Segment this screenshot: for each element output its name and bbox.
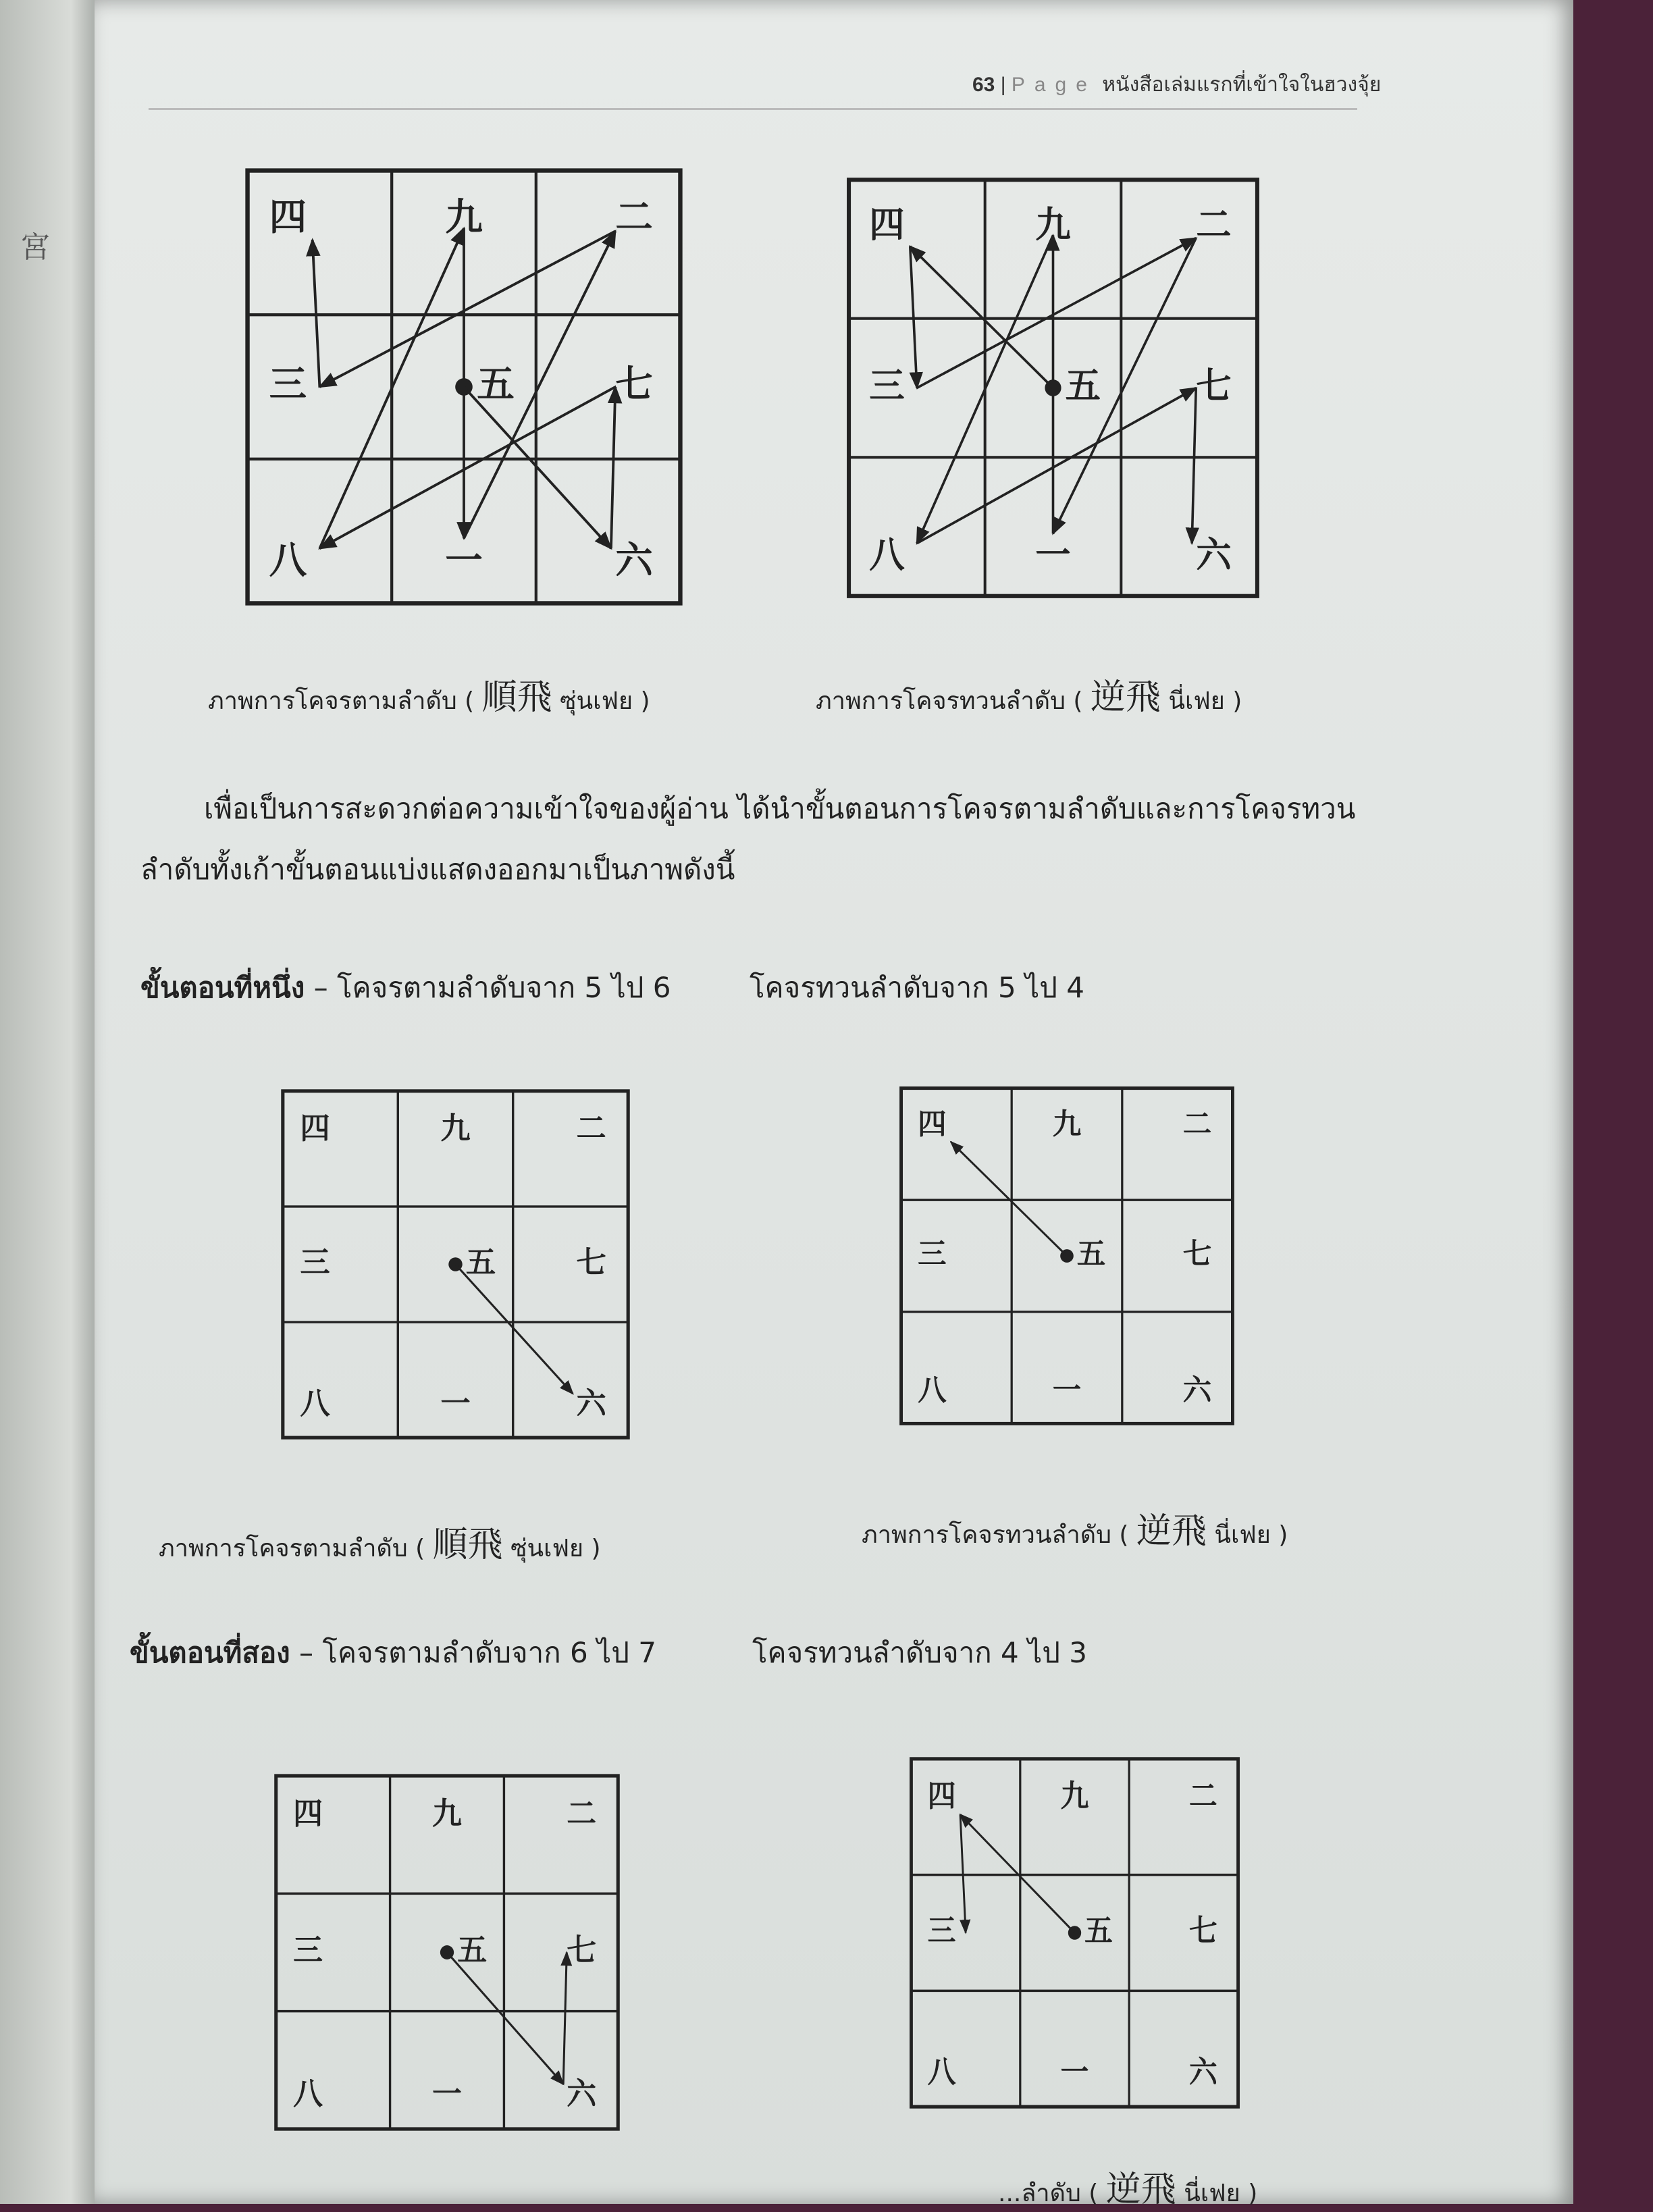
caption-prefix: ภาพการโคจรทวนลำดับ (: [816, 687, 1083, 715]
flight-arrow-6-to-7: [611, 387, 615, 548]
caption-suffix: ซุ่นเฟย ): [560, 687, 650, 715]
palace-label-3: 三: [300, 1245, 330, 1280]
palace-label-3: 三: [869, 365, 905, 407]
flight-arrow-5-to-4: [960, 1814, 1074, 1932]
caption-suffix: ซุ่นเฟย ): [510, 1535, 601, 1562]
flight-arrow-3-to-2: [917, 238, 1196, 388]
palace-label-3: 三: [918, 1237, 947, 1271]
caption-step1-forward: [159, 1516, 601, 1567]
palace-label-1: 一: [1035, 534, 1071, 577]
palace-label-5: 五: [1065, 365, 1101, 407]
caption-reverse-flight: [816, 668, 1242, 720]
palace-label-4: 四: [293, 1795, 323, 1832]
palace-label-2: 二: [567, 1795, 597, 1832]
palace-label-9: 九: [1035, 204, 1071, 246]
caption-prefix: ภาพการโคจรตามลำดับ (: [159, 1535, 425, 1562]
palace-label-8: 八: [869, 534, 905, 577]
caption-cjk: 順飛: [432, 1525, 503, 1565]
palace-label-5: 五: [1076, 1237, 1106, 1271]
flight-arrow-5-to-6: [464, 387, 611, 548]
palace-label-8: 八: [293, 2076, 323, 2112]
palace-label-6: 六: [1188, 2055, 1217, 2090]
palace-label-5: 五: [1084, 1914, 1113, 1949]
palace-label-7: 七: [615, 363, 653, 407]
caption-forward-flight: [208, 668, 650, 720]
caption-suffix: นี่เฟย ): [1214, 1521, 1288, 1549]
step-forward-text: – โคจรตามลำดับจาก 6 ไป 7: [299, 1636, 656, 1669]
page-word: Page: [1011, 74, 1097, 96]
palace-label-4: 四: [927, 1779, 956, 1814]
palace-label-3: 三: [293, 1932, 323, 1968]
palace-label-9: 九: [432, 1795, 462, 1832]
palace-label-6: 六: [1196, 534, 1232, 577]
palace-label-9: 九: [1060, 1779, 1089, 1814]
caption-prefix: ภาพการโคจรทวนลำดับ (: [862, 1521, 1129, 1549]
palace-label-5: 五: [465, 1245, 496, 1280]
diagram-full-forward-flight: [242, 165, 686, 609]
step-2-heading: [130, 1631, 656, 1675]
left-page-fragment: 宮: [20, 230, 50, 265]
palace-label-1: 一: [445, 538, 483, 583]
caption-cjk: 逆飛: [1090, 677, 1161, 718]
palace-label-4: 四: [300, 1111, 330, 1147]
palace-label-4: 四: [269, 195, 307, 240]
palace-label-8: 八: [927, 2055, 956, 2090]
palace-label-6: 六: [567, 2076, 597, 2112]
palace-label-2: 二: [1188, 1779, 1217, 1814]
palace-label-9: 九: [445, 195, 483, 240]
palace-label-1: 一: [1052, 1373, 1082, 1408]
caption-step2-reverse-partial: [998, 2161, 1257, 2212]
palace-label-3: 三: [927, 1914, 956, 1949]
caption-cjk: 逆飛: [1136, 1511, 1207, 1552]
palace-label-2: 二: [1182, 1107, 1212, 1142]
palace-label-8: 八: [300, 1386, 330, 1421]
diagram-step1-reverse: [897, 1084, 1237, 1428]
palace-label-8: 八: [269, 538, 307, 583]
step-2-reverse-text: โคจรทวนลำดับจาก 4 ไป 3: [752, 1636, 1087, 1669]
palace-label-7: 七: [1182, 1237, 1212, 1271]
palace-label-2: 二: [1196, 204, 1232, 246]
paragraph-line-1: เพื่อเป็นการสะดวกต่อความเข้าใจของผู้อ่าน ได้นำขั้นตอนการโคจรตามลำดับและการโคจรทวน: [204, 792, 1356, 825]
palace-label-7: 七: [1188, 1914, 1217, 1949]
flight-arrow-2-to-3: [319, 231, 615, 387]
palace-label-5: 五: [477, 363, 515, 407]
book-title: หนังสือเล่มแรกที่เข้าใจในฮวงจุ้ย: [1102, 74, 1382, 96]
step-1-reverse-text: โคจรทวนลำดับจาก 5 ไป 4: [750, 971, 1084, 1004]
palace-label-7: 七: [567, 1932, 597, 1968]
palace-label-1: 一: [432, 2076, 462, 2112]
step-forward-text: – โคจรตามลำดับจาก 5 ไป 6: [313, 971, 671, 1004]
caption-step1-reverse: [862, 1502, 1288, 1554]
palace-label-1: 一: [1060, 2055, 1089, 2090]
palace-label-6: 六: [615, 538, 653, 583]
running-header: [972, 69, 1381, 101]
palace-label-6: 六: [576, 1386, 606, 1421]
flight-arrow-7-to-8: [319, 387, 615, 548]
diagram-step2-reverse: [907, 1754, 1242, 2111]
header-rule: [149, 108, 1357, 110]
caption-prefix: ...ลำดับ (: [998, 2180, 1099, 2207]
step-title: ขั้นตอนที่หนึ่ง: [140, 971, 305, 1004]
palace-label-4: 四: [869, 204, 905, 246]
diagram-step2-forward: [271, 1771, 623, 2134]
step-title: ขั้นตอนที่สอง: [130, 1636, 290, 1669]
flight-arrow-7-to-6: [1192, 388, 1196, 544]
adjacent-left-page: [0, 0, 101, 2204]
caption-prefix: ภาพการโคจรตามลำดับ (: [208, 687, 475, 715]
palace-label-3: 三: [269, 363, 307, 407]
palace-label-2: 二: [576, 1111, 606, 1147]
step-1-heading: [140, 966, 671, 1010]
palace-label-9: 九: [1052, 1107, 1082, 1142]
page-number: 63: [972, 74, 995, 96]
paragraph-line-2: ลำดับทั้งเก้าขั้นตอนแบ่งแสดงออกมาเป็นภาพดังนี้: [140, 853, 735, 886]
palace-label-8: 八: [918, 1373, 947, 1408]
caption-suffix: นี่เฟย ): [1184, 2180, 1258, 2207]
caption-cjk: 逆飛: [1105, 2169, 1176, 2210]
palace-label-1: 一: [440, 1386, 471, 1421]
palace-label-7: 七: [576, 1245, 606, 1280]
flight-arrow-4-to-3: [960, 1814, 966, 1932]
palace-label-4: 四: [918, 1107, 947, 1142]
palace-label-9: 九: [440, 1111, 471, 1147]
diagram-step1-forward: [278, 1086, 633, 1442]
header-separator: |: [1000, 74, 1006, 96]
caption-cjk: 順飛: [481, 677, 552, 718]
flight-arrow-8-to-7: [917, 388, 1196, 544]
caption-suffix: นี่เฟย ): [1168, 687, 1242, 715]
palace-label-7: 七: [1196, 365, 1232, 407]
diagram-full-reverse-flight: [843, 174, 1263, 602]
palace-label-6: 六: [1182, 1373, 1212, 1408]
palace-label-2: 二: [615, 195, 653, 240]
palace-label-5: 五: [457, 1932, 488, 1968]
flight-arrow-6-to-7: [563, 1953, 567, 2084]
